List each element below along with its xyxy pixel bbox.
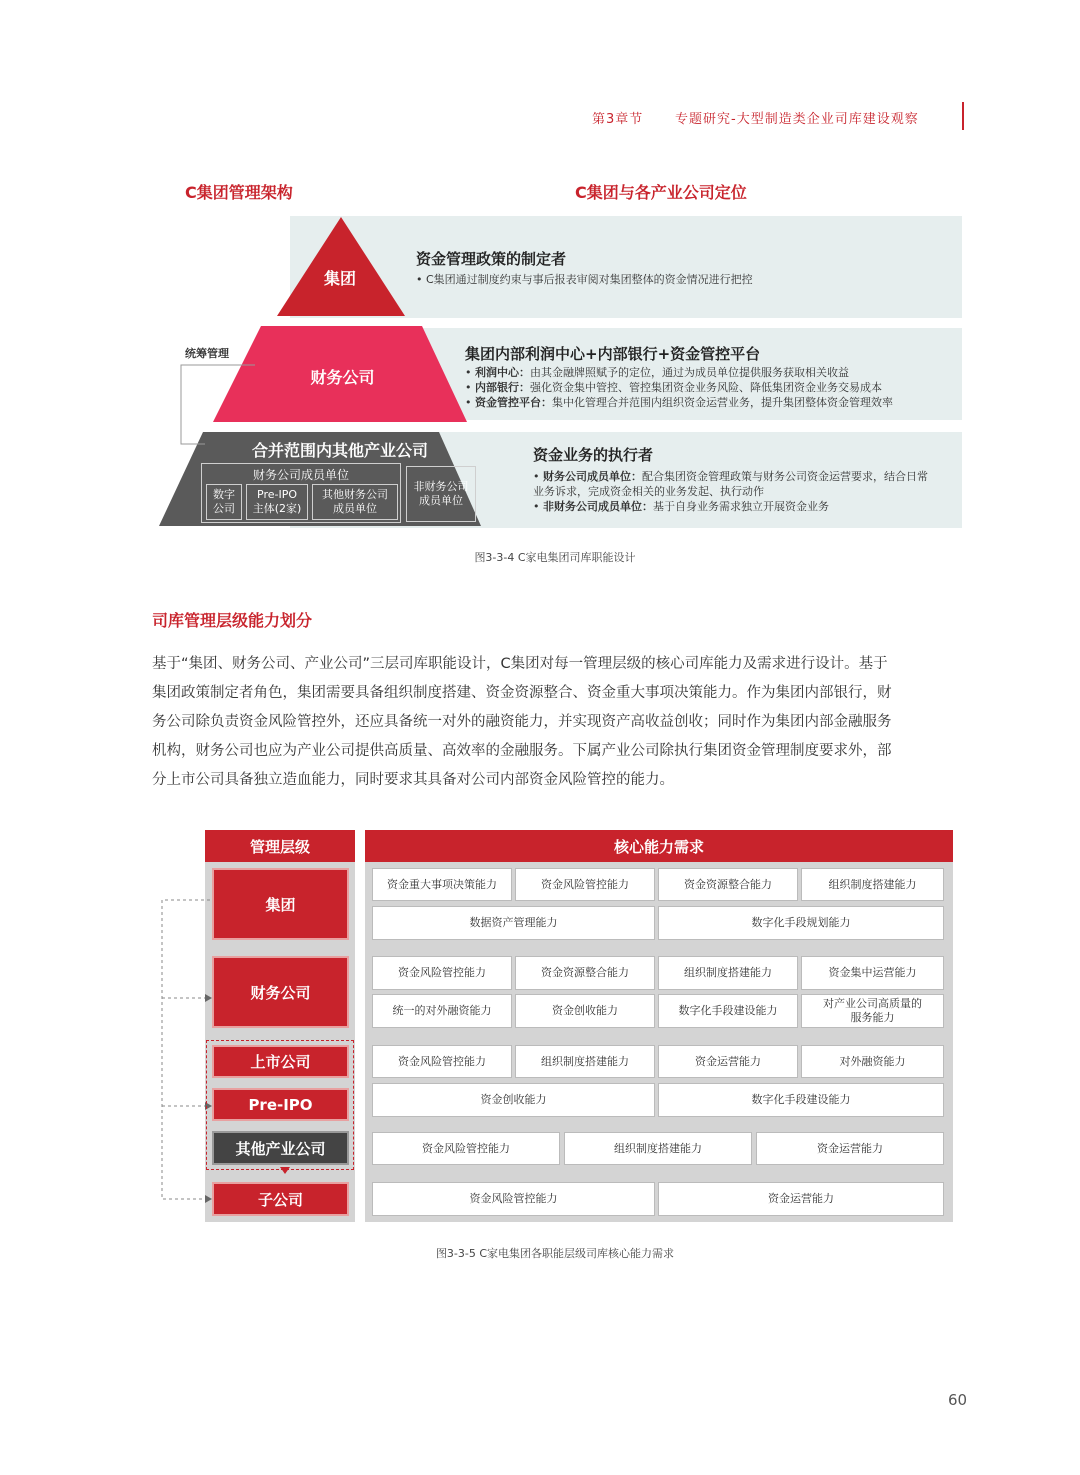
- paragraph-line: 集团政策制定者角色，集团需要具备组织制度搭建、资金资源整合、资金重大事项决策能力。作为集团内部银行，财: [152, 685, 892, 701]
- member-box-preipo: Pre-IPO 主体(2家): [246, 484, 308, 520]
- capability-cell: 资金重大事项决策能力: [372, 868, 512, 901]
- down-arrow-icon: [280, 1167, 290, 1174]
- level-preipo: Pre-IPO: [212, 1088, 349, 1121]
- capability-cell: 对外融资能力: [801, 1045, 944, 1078]
- capability-cell: 资金资源整合能力: [515, 956, 655, 990]
- band-industry-bullets: • 财务公司成员单位：配合集团资金管理政策与财务公司资金运营要求，结合日常业务诉求，完成资金相关的业务发起、执行动作 • 非财务公司成员单位：基于自身业务需求独立开展资金业务: [533, 470, 928, 513]
- capability-cell: 资金资源整合能力: [658, 868, 798, 901]
- non-member-box: 非财务公司 成员单位: [406, 466, 476, 522]
- bullet-text: 由其金融牌照赋予的定位，通过为成员单位提供服务获取相关收益: [530, 366, 849, 379]
- section-heading: 司库管理层级能力划分: [152, 611, 313, 630]
- fig1-caption: 图3-3-4 C家电集团司库职能设计: [474, 551, 636, 564]
- fig1-right-title: C集团与各产业公司定位: [575, 183, 747, 202]
- paragraph-line: 基于“集团、财务公司、产业公司”三层司库职能设计，C集团对每一管理层级的核心司库能力及需求进行设计。基于: [152, 656, 888, 672]
- bullet-label: 内部银行：: [475, 381, 530, 394]
- paragraph-line: 机构，财务公司也应为产业公司提供高质量、高效率的金融服务。下属产业公司除执行集团资金管理制度要求外，部: [152, 743, 892, 759]
- capability-cell: 资金运营能力: [658, 1182, 944, 1216]
- coord-label: 统筹管理: [185, 347, 229, 360]
- coord-bracket: [175, 360, 285, 450]
- band-industry-title: 资金业务的执行者: [533, 446, 654, 464]
- capability-cell: 组织制度搭建能力: [658, 956, 798, 990]
- pyramid-middle-label: 财务公司: [310, 368, 375, 387]
- fig1-left-title: C集团管理架构: [185, 183, 293, 202]
- capability-cell: 组织制度搭建能力: [564, 1132, 752, 1165]
- level-listed: 上市公司: [212, 1045, 349, 1078]
- band-finance-bullets: • 利润中心：由其金融牌照赋予的定位，通过为成员单位提供服务获取相关收益 • 内部银行：强化资金集中管控、管控集团资金业务风险、降低集团资金业务交易成本 • 资金管控平台：集中化管理合并范围内组织资金运营业务，提升集团整体资金管理效率: [465, 366, 893, 409]
- band-finance-title: 集团内部利润中心+内部银行+资金管控平台: [465, 345, 761, 363]
- chapter-label: 第3章节: [592, 112, 644, 127]
- capability-cell: 资金运营能力: [658, 1045, 798, 1078]
- col-header-levels: 管理层级: [205, 830, 355, 862]
- capability-cell: 资金创收能力: [515, 994, 655, 1028]
- member-box-digital: 数字 公司: [206, 484, 242, 520]
- bullet-text: 基于自身业务需求独立开展资金业务: [653, 500, 829, 513]
- pyramid-top-label: 集团: [323, 269, 356, 288]
- fig2-caption: 图3-3-5 C家电集团各职能层级司库核心能力需求: [435, 1247, 675, 1260]
- band-group-bullet: • C集团通过制度约束与事后报表审阅对集团整体的资金情况进行把控: [416, 273, 753, 286]
- capability-cell: 资金风险管控能力: [372, 1132, 560, 1165]
- pyramid-bottom-title: 合并范围内其他产业公司: [251, 441, 428, 460]
- capability-cell: 资金风险管控能力: [372, 956, 512, 990]
- bullet-label: 利润中心：: [475, 366, 530, 379]
- capability-cell: 对产业公司高质量的 服务能力: [801, 994, 944, 1028]
- capability-cell: 统一的对外融资能力: [372, 994, 512, 1028]
- level-other: 其他产业公司: [212, 1131, 349, 1165]
- bullet-text: C集团通过制度约束与事后报表审阅对集团整体的资金情况进行把控: [426, 273, 753, 286]
- header-divider: [962, 102, 964, 130]
- chapter-title: 专题研究-大型制造类企业司库建设观察: [675, 112, 919, 127]
- capability-cell: 组织制度搭建能力: [515, 1045, 655, 1078]
- level-subsidiary: 子公司: [212, 1182, 349, 1216]
- capability-cell: 资金风险管控能力: [515, 868, 655, 901]
- page-number: 60: [948, 1391, 968, 1409]
- capability-cell: 数字化手段建设能力: [658, 1083, 944, 1117]
- capability-cell: 资金风险管控能力: [372, 1182, 655, 1216]
- member-group-label: 财务公司成员单位: [252, 468, 349, 482]
- paragraph-line: 分上市公司具备独立造血能力，同时要求其具备对公司内部资金风险管控的能力。: [152, 772, 674, 788]
- capability-cell: 数字化手段建设能力: [658, 994, 798, 1028]
- member-box-other: 其他财务公司 成员单位: [312, 484, 398, 520]
- capability-cell: 组织制度搭建能力: [801, 868, 944, 901]
- capability-cell: 资金创收能力: [372, 1083, 655, 1117]
- paragraph-line: 务公司除负责资金风险管控外，还应具备统一对外的融资能力，并实现资产高收益创收；同时作为集团内部金融服务: [152, 714, 892, 730]
- bullet-text: 配合集团资金管理政策与财务公司资金运营要求，结合日常业务诉求，完成资金相关的业务发起、执行动作: [533, 470, 928, 498]
- bullet-label: 资金管控平台：: [475, 396, 552, 409]
- bullet-label: 财务公司成员单位：: [543, 470, 642, 483]
- capability-cell: 资金运营能力: [756, 1132, 944, 1165]
- band-group-title: 资金管理政策的制定者: [416, 250, 567, 268]
- bullet-text: 集中化管理合并范围内组织资金运营业务，提升集团整体资金管理效率: [552, 396, 893, 409]
- capability-cell: 数据资产管理能力: [372, 906, 655, 940]
- section-paragraph: [152, 650, 967, 795]
- bullet-label: 非财务公司成员单位：: [543, 500, 653, 513]
- capability-cell: 资金风险管控能力: [372, 1045, 512, 1078]
- capability-cell: 资金集中运营能力: [801, 956, 944, 990]
- level-finance: 财务公司: [212, 956, 349, 1028]
- level-group: 集团: [212, 868, 349, 940]
- col-header-capabilities: 核心能力需求: [365, 830, 953, 862]
- industry-group-outline: [206, 1040, 354, 1170]
- bullet-text: 强化资金集中管控、管控集团资金业务风险、降低集团资金业务交易成本: [530, 381, 882, 394]
- capability-cell: 数字化手段规划能力: [658, 906, 944, 940]
